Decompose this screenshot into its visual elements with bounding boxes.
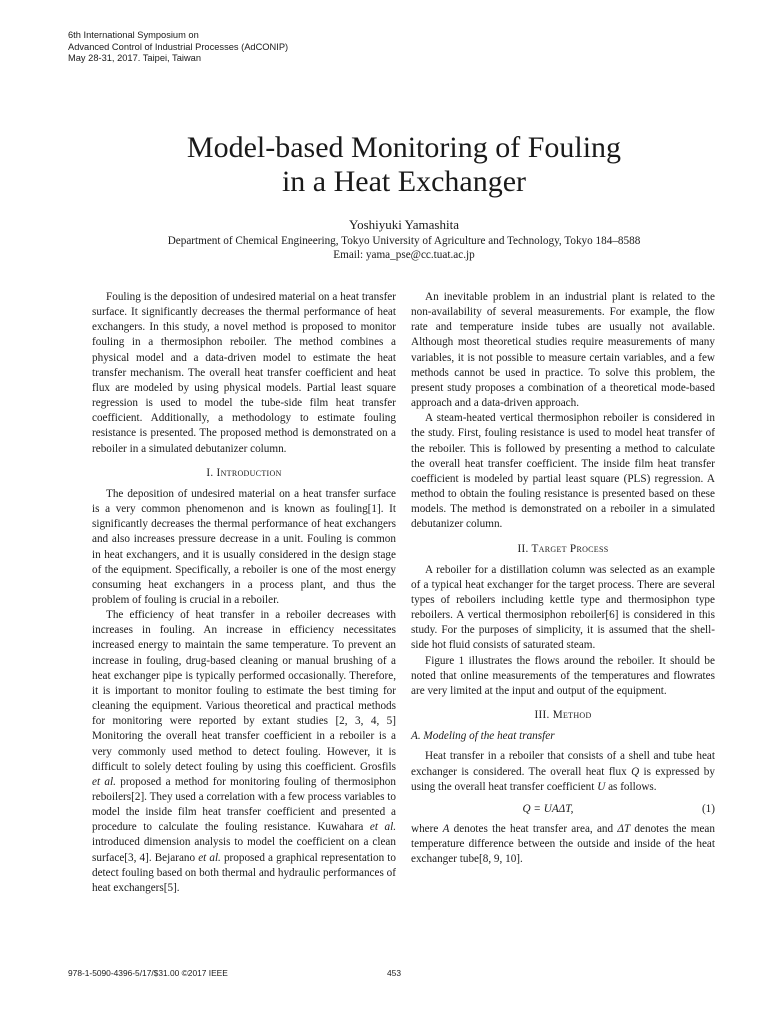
author-email: Email: yama_pse@cc.tuat.ac.jp [333,249,475,261]
intro-paragraph-1: The deposition of undesired material on a heat transfer surface is a very common phenomenon and is known as fouling[1]. It significantly decreases the thermal performance of heat exchangers and also increases pressure decrease in a unit. Fouling is common in heat exchangers, and it is usually considered in the design stage of the equipment. Specifically, a reboiler is one of the most energy consuming heat exchangers in a process plant, and thus the problem of fouling is crucial in a reboiler. [92,487,396,606]
footer-isbn: 978-1-5090-4396-5/17/$31.00 ©2017 IEEE [68,968,228,978]
abstract: Fouling is the deposition of undesired material on a heat transfer surface. It significantly decreases the thermal performance of heat exchangers. In this study, a novel method is proposed to monitor fouling in a thermosiphon reboiler. The method combines a physical model and a data-driven model to estimate the heat transfer mechanism. The overall heat transfer coefficient and heat flux are modeled by using physical models. Partial least square regression is used to model the tube-side film heat transfer coefficient. Additionally, a methodology to estimate fouling resistance is presented. The proposed method is demonstrated on a reboiler in a simulated debutanizer column. [92,291,396,455]
italic-text: et al. [369,821,396,834]
subsection-heading-modeling: A. Modeling of the heat transfer [411,730,555,743]
text-run: Heat transfer in a reboiler that consists of a shell and tube heat exchanger is considered. The overall heat flux [411,750,715,778]
right-column [411,290,715,867]
text-run: denotes the mean temperature difference between the outside and inside of the heat exchanger tube[8, 9, 10]. [411,823,715,866]
equation-expression: Q = UAΔT, [522,802,574,815]
text-run: is expressed by using the overall heat transfer coefficient [411,765,715,793]
target-process-paragraph-2: Figure 1 illustrates the flows around the reboiler. It should be noted that online measurements of the temperatures and flowrates are very limited at the input and output of the equipment. [411,654,715,697]
text-run: where [411,823,443,835]
math-symbol: Q [631,765,640,778]
paper-title-line-1: Model-based Monitoring of Fouling [186,131,622,164]
text-run: The efficiency of heat transfer in a reboiler decreases with increases in fouling. An increase in efficiency necessitates increased energy to maintain the same temperature. To prevent an increase in fouling, drug-based cleaning or manual brushing of a heat exchanger pipe is typically performed occasionally. Therefore, it is important to monitor fouling to estimate the best timing for cleaning the equipment. Various theoretical and practical methods for monitoring were reported by extant studies [2, 3, 4, 5] Monitoring the overall heat transfer coefficient in a reboiler is a very commonly used method to detect fouling. However, it is difficult to solely detect fouling by using this coefficient. Grosfils [92,609,396,773]
equation-number: (1) [701,802,715,815]
conference-header [68,30,288,65]
intro-paragraph-2 [92,608,396,896]
text-run: proposed a graphical representation to detect fouling based on both thermal and hydraulic performances of heat exchangers[5]. [92,851,396,894]
paper-title-line-2: in a Heat Exchanger [281,165,527,198]
intro-paragraph-3: An inevitable problem in an industrial plant is related to the non-availability of several measurements. For example, the flow rate and temperature inside tubes are usually not available. Although most theoretical studies require measurements of many variables, it is not possible to measure certain variables, and a few methods cannot be used in practice. To solve this problem, the present study proposes a combination of a theoretical mode-based approach and a data-driven approach. [411,291,715,410]
section-heading-target-process: II. Target Process [517,542,609,555]
math-symbol: A [442,823,450,835]
equation-1 [411,802,715,817]
math-symbol: ΔT [617,823,631,835]
conference-date-location: May 28-31, 2017. Taipei, Taiwan [68,53,201,63]
text-run: denotes the heat transfer area, and [449,823,618,835]
text-run: introduced dimension analysis to model the coefficient on a clean surface[3, 4]. Bejarano [92,836,396,864]
author-name: Yoshiyuki Yamashita [349,217,459,232]
intro-paragraph-4: A steam-heated vertical thermosiphon reboiler is considered in the study. First, fouling resistance is used to model heat transfer of the reboiler. This is followed by presenting a method to calculate the overall heat transfer coefficient. The inside film heat transfer coefficient is modeled by partial least square (PLS) regression. A method to obtain the fouling resistance is presented based on these models. The method is demonstrated on a reboiler in a simulated debutanizer column. [411,412,715,531]
conference-name: 6th International Symposium on [68,30,199,40]
page-number: 453 [387,968,401,978]
method-paragraph-1 [411,749,715,794]
author-affiliation-block [0,234,768,262]
target-process-paragraph-1: A reboiler for a distillation column was selected as an example of a typical heat exchanger for the target process. There are several types of reboilers including kettle type and thermosiphon type reboilers. A vertical thermosiphon reboiler[6] is considered in this study. For the purposes of simplicity, it is assumed that the shell-side hot fluid consists of saturated steam. [411,563,715,652]
text-run: as follows. [605,780,657,793]
section-heading-method: III. Method [534,709,592,722]
text-run: proposed a method for monitoring fouling of thermosiphon reboilers[2]. They used a correlation with a few process variables to model the inside film heat transfer coefficient and presented a procedure to calculate the fouling resistance. Kuwahara [92,775,396,834]
italic-text: et al. [92,775,116,788]
method-paragraph-2 [411,822,715,867]
math-symbol: U [597,780,606,793]
conference-subtitle: Advanced Control of Industrial Processes (AdCONIP) [68,41,289,52]
paper-title [0,131,768,199]
left-column [92,290,396,896]
italic-text: et al. [198,851,221,864]
affiliation: Department of Chemical Engineering, Tokyo University of Agriculture and Technology, Tokyo 184–8588 [167,235,641,247]
section-heading-introduction: I. Introduction [206,466,282,479]
